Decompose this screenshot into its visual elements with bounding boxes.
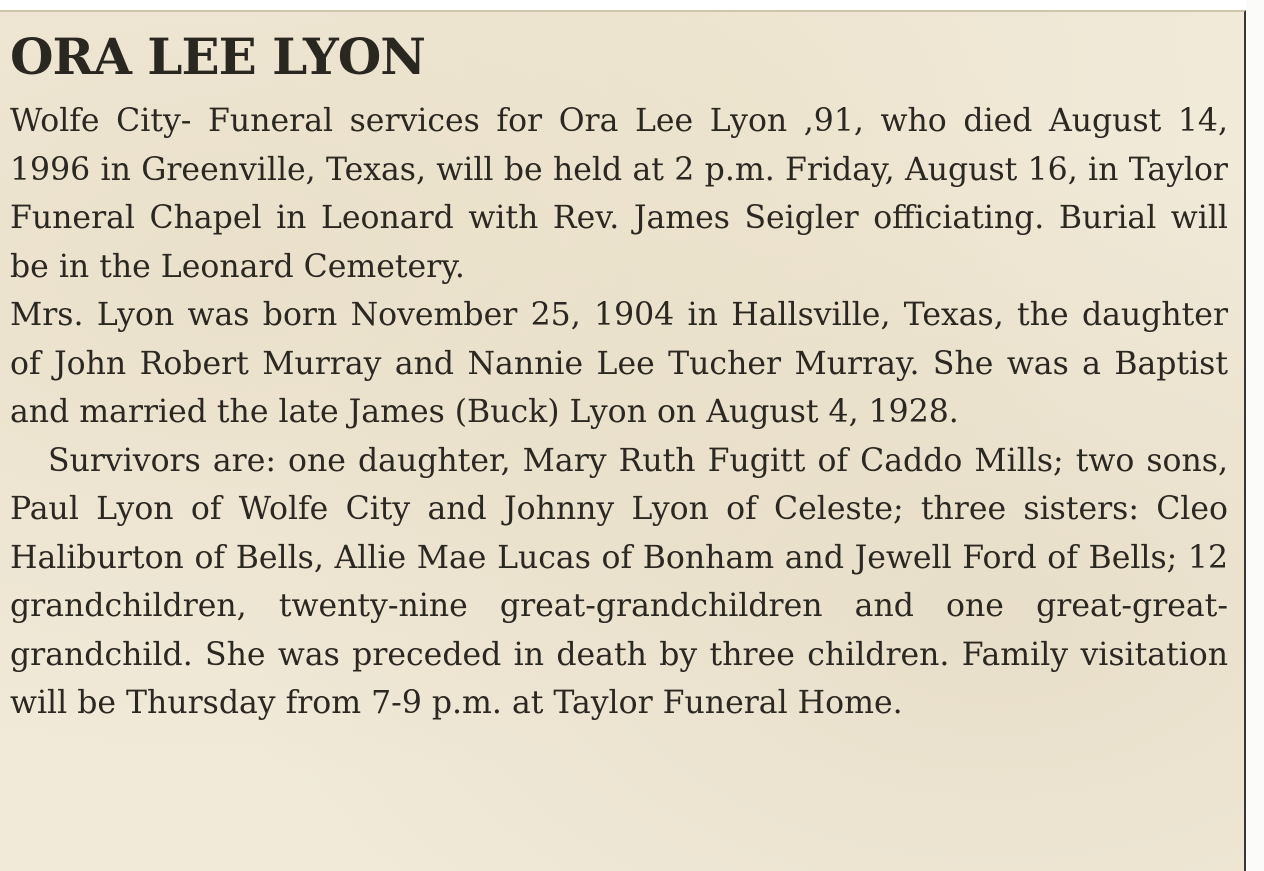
paragraph-biography: Mrs. Lyon was born November 25, 1904 in Hallsville, Texas, the daughter of John Robert Murray and Nannie Lee Tucher Murray. She was a Baptist and married the late James (Buck) Lyon on August 4, 1928.	[10, 297, 1228, 430]
paragraph-survivors: Survivors are: one daughter, Mary Ruth Fugitt of Caddo Mills; two sons, Paul Lyon of Wolfe City and Johnny Lyon of Celeste; three sisters: Cleo Haliburton of Bells, Allie Mae Lucas of Bonham and Jewell Ford of Bells; 12 grandchildren, twenty-nine great-grandchildren and one great-great-grandchild. She was preceded in death by three children. Family visitation will be Thursday from 7-9 p.m. at Taylor Funeral Home.	[10, 442, 1228, 721]
obituary-headline: ORA LEE LYON	[10, 27, 426, 86]
paragraph-services: Wolfe City- Funeral services for Ora Lee Lyon ,91, who died August 14, 1996 in Greenville, Texas, will be held at 2 p.m. Friday, August 16, in Taylor Funeral Chapel in Leonard with Rev. James Seigler officiating. Burial will be in the Leonard Cemetery.	[10, 103, 1228, 285]
newspaper-clipping	[0, 10, 1246, 871]
scan-margin	[1246, 0, 1264, 871]
obituary-body	[10, 97, 1228, 728]
